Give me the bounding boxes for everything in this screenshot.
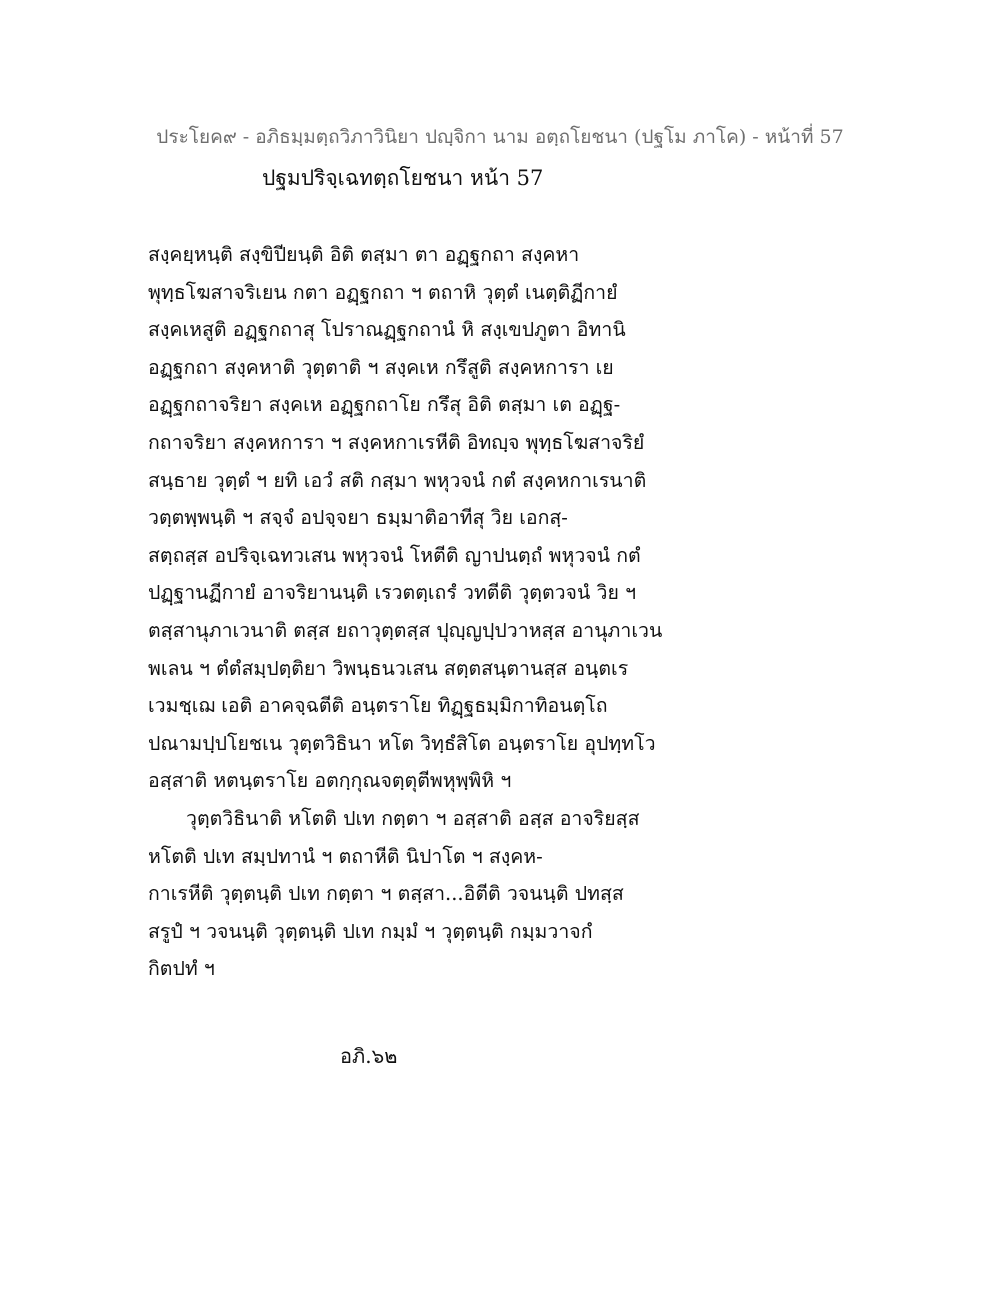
text-line: สตฺถสฺส อปริจฺเฉทวเสน พหุวจนํ โหตีติ ญาปนตฺถํ พหุวจนํ กตํ bbox=[148, 543, 641, 567]
text-line: ปฏฺฐานฏีกายํ อาจริยานนฺติ เรวตตฺเถรํ วทตีติ วุตฺตวจนํ วิย ฯ bbox=[148, 581, 637, 605]
text-line: วุตฺตวิธินาติ หโตติ ปเท กตฺตา ฯ อสฺสาติ อสฺส อาจริยสฺส bbox=[186, 806, 640, 830]
running-header-text: ประโยค๙ - อภิธมฺมตฺถวิภาวินิยา ปญฺจิกา นาม อตฺถโยชนา (ปฐโม ภาโค) - หน้าที่ 57 bbox=[156, 126, 844, 148]
text-line: กาเรหีติ วุตฺตนฺติ ปเท กตฺตา ฯ ตสฺสา...อิตีติ วจนนฺติ ปทสฺส bbox=[148, 882, 624, 906]
text-line: สรูปํ ฯ วจนนฺติ วุตฺตนฺติ ปเท กมฺมํ ฯ วุตฺตนฺติ กมฺมวาจกํ bbox=[148, 919, 593, 943]
running-header bbox=[0, 122, 1000, 152]
text-line: หโตติ ปเท สมฺปทานํ ฯ ตถาหีติ นิปาโต ฯ สงฺคห- bbox=[148, 844, 543, 868]
text-line: สนฺธาย วุตฺตํ ฯ ยทิ เอวํ สติ กสฺมา พหุวจนํ กตํ สงฺคหกาเรนาติ bbox=[148, 468, 647, 492]
text-line: สงฺคเหสูติ อฏฺฐกถาสุ โปราณฏฺฐกถานํ หิ สงฺเขปภูตา อิทานิ bbox=[148, 318, 626, 342]
text-line: อฏฺฐกถาจริยา สงฺคเห อฏฺฐกถาโย กรึสุ อิติ ตสฺมา เต อฏฺฐ- bbox=[148, 393, 621, 417]
text-line: ปณามปฺปโยชเน วุตฺตวิธินา หโต วิทฺธํสิโต อนฺตราโย อุปทฺทโว bbox=[148, 731, 656, 755]
text-line: พเลน ฯ ตํตํสมฺปตฺติยา วิพนฺธนวเสน สตฺตสนฺตานสฺส อนฺตเร bbox=[148, 656, 629, 680]
body-text bbox=[148, 236, 688, 988]
text-line: วตฺตพฺพนฺติ ฯ สจฺจํ อปจฺจยา ธมฺมาติอาทีสุ วิย เอกสฺ- bbox=[148, 506, 568, 530]
footer-page-mark: อภิ.๖๒ bbox=[340, 1044, 398, 1068]
page-subtitle: ปฐมปริจฺเฉทตฺถโยชนา หน้า 57 bbox=[262, 166, 544, 190]
text-line: พุทฺธโฆสาจริเยน กตา อฏฺฐกถา ฯ ตถาหิ วุตฺตํ เนตฺติฏีกายํ bbox=[148, 280, 618, 304]
text-line: กถาจริยา สงฺคหการา ฯ สงฺคหกาเรหีติ อิทญฺจ พุทฺธโฆสาจริยํ bbox=[148, 430, 645, 454]
text-line: กิตปทํ ฯ bbox=[148, 957, 215, 981]
text-line: ตสฺสานุภาเวนาติ ตสฺส ยถาวุตฺตสฺส ปุญฺญปฺปวาหสฺส อานุภาเวน bbox=[148, 618, 663, 642]
text-line: อสฺสาติ หตนฺตราโย อตกฺกุณจตฺตุตีพหุพฺพิหิ ฯ bbox=[148, 769, 512, 793]
text-line: สงฺคยฺหนฺติ สงฺขิปียนฺติ อิติ ตสฺมา ตา อฏฺฐกถา สงฺคหา bbox=[148, 243, 580, 266]
text-line: อฏฺฐกถา สงฺคหาติ วุตฺตาติ ฯ สงฺคเห กรึสูติ สงฺคหการา เย bbox=[148, 355, 614, 379]
text-line: เวมชฺเฌ เอติ อาคจฺฉตีติ อนฺตราโย ทิฏฺฐธมฺมิกาทิอนตฺโถ bbox=[148, 694, 608, 718]
